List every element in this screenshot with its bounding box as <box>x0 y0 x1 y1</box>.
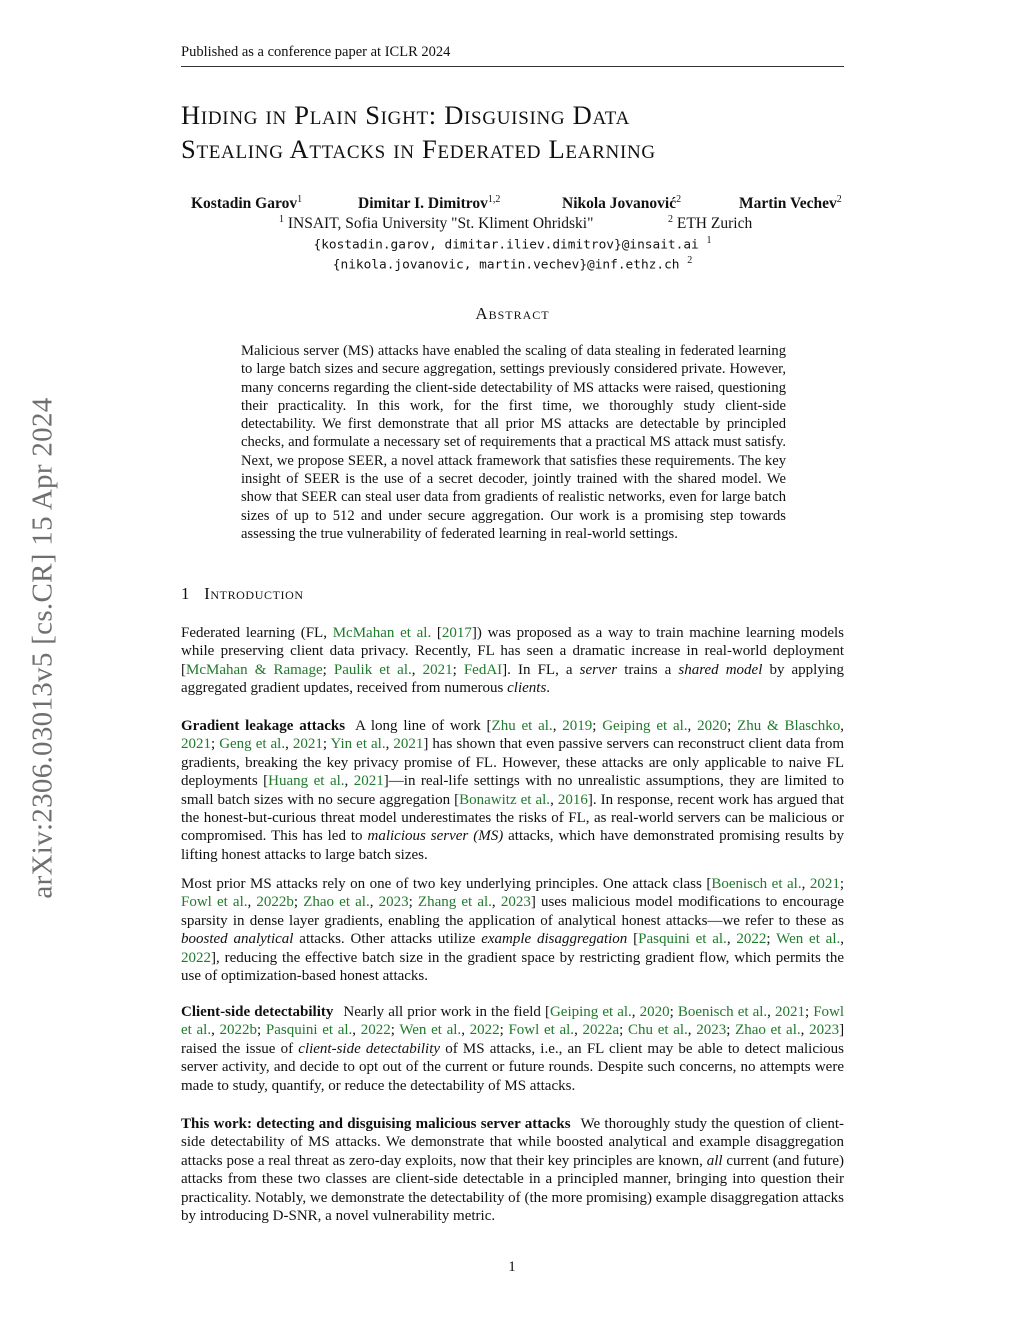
citation-link[interactable]: 2021 <box>393 736 424 753</box>
citation-link[interactable]: 2021 <box>353 773 384 790</box>
title-line-1: Hiding in Plain Sight: Disguising Data <box>181 100 631 130</box>
email-line-1: {kostadin.garov, dimitar.iliev.dimitrov}@insait.ai $^1$ <box>313 235 712 253</box>
citation-link[interactable]: 2020 <box>697 718 728 734</box>
citation-link[interactable]: 2022b <box>256 894 294 911</box>
paper-title <box>181 98 844 166</box>
paragraph-this-work: This work: detecting and disguising malicious server attacks We thoroughly study the question of client-side detectability of MS attacks. We demonstrate that while boosted analytical and example disaggregation attacks pose a real threat as zero-day exploits, now that their key principles are known, all current (and future) attacks from these two classes are client-side detectable in a principled manner, bringing into question their practicality. Notably, we demonstrate the detectability of (the more promising) example disaggregation attacks by introducing D-SNR, a novel vulnerability metric. <box>181 1116 844 1225</box>
emphasis: all <box>706 1152 723 1169</box>
citation-link[interactable]: Zhao et al. <box>303 894 370 911</box>
citation-link[interactable]: Pasquini et al. <box>265 1022 353 1039</box>
citation-link[interactable]: Geiping et al. <box>602 718 688 734</box>
author-3: Nikola Jovanović$^2$ <box>562 194 682 213</box>
citation-link[interactable]: Bonawitz et al. <box>459 791 551 808</box>
paragraph-lead-in: Client-side detectability <box>181 1004 334 1020</box>
affiliation-2: $^2$ ETH Zurich <box>668 214 753 233</box>
citation-link[interactable]: 2022b <box>219 1022 258 1039</box>
title-line-2: Stealing Attacks in Federated Learning <box>181 134 656 164</box>
abstract-text: Malicious server (MS) attacks have enabled the scaling of data stealing in federated learning to large batch sizes and secure aggregation, settings previously considered private. However, many concerns regarding the client-side detectability of MS attacks were raised, questioning their practicality. In this work, for the first time, we thoroughly study client-side detectability. We first demonstrate that all prior MS attacks are detectable by principled checks, and formulate a necessary set of requirements that a practical MS attack must satisfy. Next, we propose SEER, a novel attack framework that satisfies these requirements. The key insight of SEER is the use of a secret decoder, jointly trained with the shared model. We show that SEER can steal user data from gradients of realistic networks, even for large batch sizes of up to 512 and under secure aggregation. Our work is a promising step towards assessing the true vulnerability of federated learning in real-world settings. <box>241 343 786 542</box>
emphasis: shared model <box>678 661 763 678</box>
paragraph-gradient-leakage: Gradient leakage attacks A long line of work [Zhu et al., 2019; Geiping et al., 2020; Zhu & Blaschko, 2021; Geng et al., 2021; Yin et al., 2021] has shown that even passive servers can reconstruct client data from gradients, breaking the key privacy promise of FL. However, these attacks are only applicable to naive FL deployments [Huang et al., 2021]—in real-life settings with no unrealistic assumptions, they are limited to small batch sizes with no secure aggregation [Bonawitz et al., 2016]. In response, recent work has argued that the honest-but-curious threat model underestimates the risks of FL, as real-world servers can be malicious or compromised. This has led to malicious server (MS) attacks, which have demonstrated promising results by lifting honest attacks to large batch sizes. <box>181 718 845 863</box>
citation-link[interactable]: Pasquini et al. <box>638 931 727 948</box>
citation-link[interactable]: Boenisch et al. <box>711 876 802 892</box>
citation-link[interactable]: 2021 <box>422 661 453 678</box>
emphasis: boosted analytical <box>181 931 294 948</box>
author-4: Martin Vechev$^2$ <box>739 194 842 213</box>
citation-link[interactable]: 2021 <box>292 736 323 753</box>
paragraph-lead-in: This work: detecting and disguising malicious server attacks <box>181 1116 571 1132</box>
abstract-heading: Abstract <box>475 304 550 323</box>
emphasis: client-side detectability <box>298 1040 441 1057</box>
citation-link[interactable]: Geiping et al. <box>549 1004 632 1020</box>
citation-link[interactable]: 2023 <box>696 1022 727 1039</box>
section-heading <box>181 584 304 604</box>
citation-link[interactable]: McMahan et al. <box>332 625 432 641</box>
paragraph-lead-in: Gradient leakage attacks <box>181 718 346 734</box>
author-1: Kostadin Garov$^1$ <box>191 194 303 213</box>
emphasis: server <box>579 661 618 678</box>
emphasis: clients <box>507 680 547 697</box>
citation-link[interactable]: 2021 <box>181 736 211 753</box>
emphasis: malicious server (MS) <box>367 828 504 845</box>
running-header: Published as a conference paper at ICLR 2024 <box>181 44 844 67</box>
citation-link[interactable]: Zhu et al. <box>491 718 553 734</box>
citation-link[interactable]: 2023 <box>500 894 531 911</box>
citation-link[interactable]: Wen et al. <box>776 931 841 948</box>
emphasis: example disaggregation <box>481 931 628 948</box>
citation-link[interactable]: 2019 <box>562 718 593 734</box>
citation-link[interactable]: 2017 <box>441 625 472 641</box>
citation-link[interactable]: Geng et al. <box>219 736 286 753</box>
citation-link[interactable]: 2023 <box>378 894 409 911</box>
citation-link[interactable]: Zhang et al. <box>417 894 492 911</box>
citation-link[interactable]: Fowl et al. <box>508 1022 575 1039</box>
citation-link[interactable]: Wen et al. <box>399 1022 462 1039</box>
citation-link[interactable]: Zhu & Blaschko <box>737 718 841 734</box>
citation-link[interactable]: 2020 <box>639 1004 670 1020</box>
arxiv-stamp-text: arXiv:2306.03013v5 [cs.CR] 15 Apr 2024 <box>26 396 59 899</box>
author-2: Dimitar I. Dimitrov$^{1,2}$ <box>358 194 501 213</box>
paragraph-intro: Federated learning (FL, McMahan et al. [2017]) was proposed as a way to train machine learning models while preserving client data privacy. Recently, FL has seen a dramatic increase in real-world deployment [McMahan & Ramage; Paulik et al., 2021; FedAI]. In FL, a server trains a shared model by applying aggregated gradient updates, received from numerous clients. <box>181 625 845 697</box>
citation-link[interactable]: Fowl et al. <box>181 894 248 911</box>
citation-link[interactable]: McMahan & Ramage <box>186 661 323 678</box>
email-line-2: {nikola.jovanovic, martin.vechev}@inf.ethz.ch $^2$ <box>332 255 693 273</box>
citation-link[interactable]: Zhao et al. <box>735 1022 801 1039</box>
citation-link[interactable]: 2023 <box>809 1022 840 1039</box>
citation-link[interactable]: Huang et al. <box>268 773 345 790</box>
citation-link[interactable]: Chu et al. <box>628 1022 688 1039</box>
page-number: 1 <box>508 1259 516 1275</box>
citation-link[interactable]: 2021 <box>774 1004 805 1020</box>
citation-link[interactable]: Boenisch et al. <box>677 1004 768 1020</box>
section-title: Introduction <box>204 584 304 603</box>
citation-link[interactable]: 2022 <box>360 1022 391 1039</box>
citation-link[interactable]: FedAI <box>463 661 503 678</box>
citation-link[interactable]: 2022 <box>736 931 767 948</box>
citation-link[interactable]: 2022 <box>181 949 211 966</box>
paragraph-ms-attacks: Most prior MS attacks rely on one of two key underlying principles. One attack class [Boenisch et al., 2021; Fowl et al., 2022b; Zhao et al., 2023; Zhang et al., 2023] uses malicious model modifications to encourage sparsity in dense layer gradients, enabling the application of analytical honest attacks—we refer to these as boosted analytical attacks. Other attacks utilize example disaggregation [Pasquini et al., 2022; Wen et al., 2022], reducing the effective batch size in the gradient space by restricting gradient flow, which permits the use of optimization-based honest attacks. <box>181 876 845 985</box>
citation-link[interactable]: Yin et al. <box>330 736 386 753</box>
citation-link[interactable]: Paulik et al. <box>333 661 412 678</box>
citation-link[interactable]: 2022a <box>582 1022 620 1039</box>
affiliation-1: $^1$ INSAIT, Sofia University "St. Kliment Ohridski" <box>279 214 594 233</box>
citation-link[interactable]: 2021 <box>809 876 840 892</box>
citation-link[interactable]: 2016 <box>557 791 588 808</box>
citation-link[interactable]: 2022 <box>469 1022 500 1039</box>
citation-link[interactable]: Fowl et al. <box>181 1004 845 1039</box>
section-number: 1 <box>181 584 191 603</box>
paragraph-client-detectability: Client-side detectability Nearly all prior work in the field [Geiping et al., 2020; Boenisch et al., 2021; Fowl et al., 2022b; Pasquini et al., 2022; Wen et al., 2022; Fowl et al., 2022a; Chu et al., 2023; Zhao et al., 2023] raised the issue of client-side detectability of MS attacks, i.e., an FL client may be able to detect malicious server activity, and decide to opt out of the current or future rounds. Despite such concerns, no attempts were made to study, quantify, or reduce the detectability of MS attacks. <box>181 1004 845 1094</box>
arxiv-stamp <box>26 350 59 945</box>
